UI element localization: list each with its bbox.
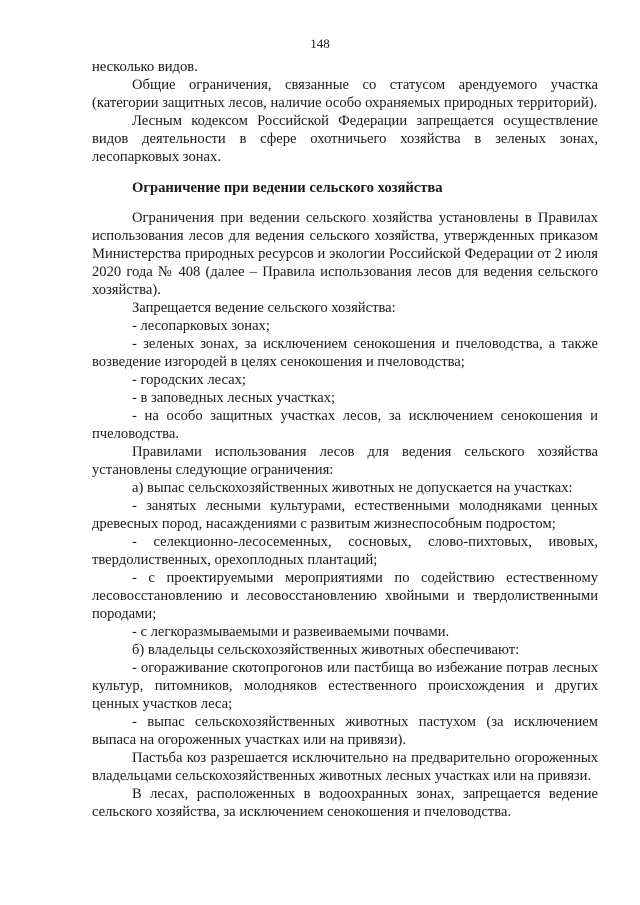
- paragraph: Ограничения при ведении сельского хозяйства установлены в Правилах использования лесов для ведения сельского хозяйства, утвержденных приказом Министерства природных ресурсов и экологии Российской Федерации от 2 июля 2020 года № 408 (далее – Правила использования лесов для ведения сельского хозяйства).: [92, 210, 598, 298]
- document-body: [92, 58, 598, 821]
- section-heading: Ограничение при ведении сельского хозяйства: [132, 180, 443, 196]
- paragraph: а) выпас сельскохозяйственных животных не допускается на участках:: [132, 480, 573, 496]
- paragraph: - выпас сельскохозяйственных животных пастухом (за исключением выпаса на огороженных участках или на привязи).: [92, 714, 598, 748]
- paragraph: Пастьба коз разрешается исключительно на предварительно огороженных владельцами сельскохозяйственных животных лесных участках или на привязи.: [92, 750, 598, 784]
- paragraph: - в заповедных лесных участках;: [132, 390, 336, 406]
- paragraph: В лесах, расположенных в водоохранных зонах, запрещается ведение сельского хозяйства, за исключением сенокошения и пчеловодства.: [92, 786, 598, 820]
- paragraph: - на особо защитных участках лесов, за исключением сенокошения и пчеловодства.: [92, 408, 598, 442]
- paragraph: - зеленых зонах, за исключением сенокошения и пчеловодства, а также возведение изгородей в целях сенокошения и пчеловодства;: [92, 336, 598, 370]
- paragraph: Правилами использования лесов для ведения сельского хозяйства установлены следующие ограничения:: [92, 444, 598, 478]
- paragraph: - лесопарковых зонах;: [132, 318, 270, 334]
- paragraph: Общие ограничения, связанные со статусом арендуемого участка (категории защитных лесов, наличие особо охраняемых природных территорий).: [92, 77, 598, 111]
- paragraph: - с проектируемыми мероприятиями по содействию естественному лесовосстановлению и лесовосстановлению хвойными и твердолиственными породами;: [92, 570, 598, 622]
- paragraph: - огораживание скотопрогонов или пастбища во избежание потрав лесных культур, питомников, молодняков естественного происхождения и других ценных участков леса;: [92, 660, 598, 712]
- paragraph: - занятых лесными культурами, естественными молодняками ценных древесных пород, насаждениями с развитым жизнеспособным подростом;: [92, 498, 598, 532]
- paragraph: - селекционно-лесосеменных, сосновых, слово-пихтовых, ивовых, твердолиственных, орехоплодных плантаций;: [92, 534, 598, 568]
- paragraph: - с легкоразмываемыми и развеиваемыми почвами.: [132, 624, 450, 640]
- paragraph: Запрещается ведение сельского хозяйства:: [132, 300, 396, 316]
- paragraph: Лесным кодексом Российской Федерации запрещается осуществление видов деятельности в сфере охотничьего хозяйства в зеленых зонах, лесопарковых зонах.: [92, 113, 598, 165]
- paragraph: несколько видов.: [92, 59, 198, 75]
- page-number: 148: [310, 36, 330, 51]
- paragraph: - городских лесах;: [132, 372, 246, 388]
- paragraph: б) владельцы сельскохозяйственных животных обеспечивают:: [132, 642, 520, 658]
